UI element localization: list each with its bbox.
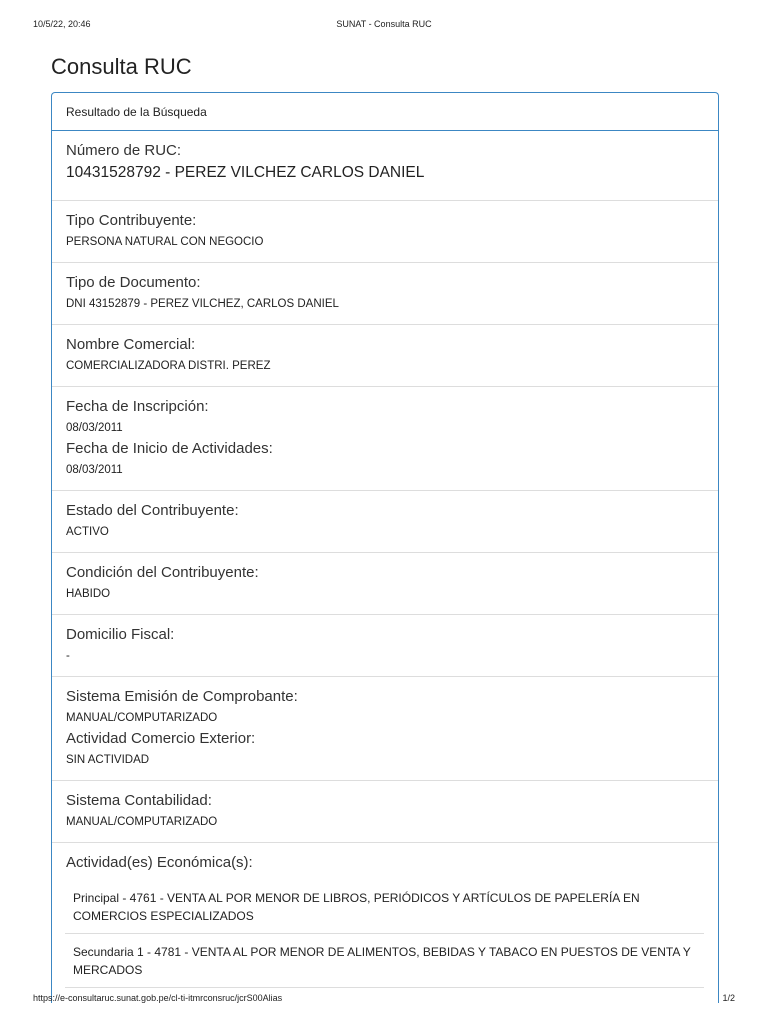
estado-row [52,491,718,553]
print-header [33,19,735,33]
print-page-number: 1/2 [722,993,735,1003]
table-row [65,880,704,934]
condicion-value: HABIDO [66,588,111,600]
ruc-value: 10431528792 - PEREZ VILCHEZ CARLOS DANIEL [66,164,425,181]
print-datetime: 10/5/22, 20:46 [33,19,91,29]
fecha-inscripcion-label: Fecha de Inscripción: [66,398,209,415]
condicion-label: Condición del Contribuyente: [66,564,259,581]
fechas-row [52,387,718,491]
sistema-contabilidad-value: MANUAL/COMPUTARIZADO [66,816,218,828]
table-row [65,934,704,988]
actividad-secundaria-1: Secundaria 1 - 4781 - VENTA AL POR MENOR DE ALIMENTOS, BEBIDAS Y TABACO EN PUESTOS DE VENTA Y MERCADOS [65,934,704,988]
fecha-inicio-value: 08/03/2011 [66,464,123,476]
nombre-comercial-label: Nombre Comercial: [66,336,196,353]
page-title: Consulta RUC [51,54,192,79]
estado-label: Estado del Contribuyente: [66,502,239,519]
actividades-table [65,880,704,988]
tipo-contribuyente-value: PERSONA NATURAL CON NEGOCIO [66,236,264,248]
sistema-contabilidad-row [52,781,718,843]
nombre-comercial-value: COMERCIALIZADORA DISTRI. PEREZ [66,360,271,372]
sistema-emision-value: MANUAL/COMPUTARIZADO [66,712,218,724]
ruc-label: Número de RUC: [66,142,182,159]
actividades-label: Actividad(es) Económica(s): [66,854,253,871]
domicilio-row [52,615,718,677]
ruc-row [52,131,718,201]
actividad-principal: Principal - 4761 - VENTA AL POR MENOR DE LIBROS, PERIÓDICOS Y ARTÍCULOS DE PAPELERÍA EN COMERCIOS ESPECIALIZADOS [73,891,640,923]
comercio-exterior-value: SIN ACTIVIDAD [66,754,150,766]
print-footer [33,993,735,1007]
estado-value: ACTIVO [66,526,109,538]
sistema-emision-row [52,677,718,781]
condicion-row [52,553,718,615]
fecha-inscripcion-value: 08/03/2011 [66,422,123,434]
sistema-contabilidad-label: Sistema Contabilidad: [66,792,212,809]
actividades-row [52,843,718,988]
tipo-documento-value: DNI 43152879 - PEREZ VILCHEZ, CARLOS DANIEL [66,298,339,310]
print-url: https://e-consultaruc.sunat.gob.pe/cl-ti-itmrconsruc/jcrS00Alias [33,993,283,1003]
panel-heading: Resultado de la Búsqueda [52,93,718,131]
fecha-inicio-label: Fecha de Inicio de Actividades: [66,440,273,457]
tipo-contribuyente-label: Tipo Contribuyente: [66,212,197,229]
domicilio-value: - [66,650,70,662]
nombre-comercial-row [52,325,718,387]
domicilio-label: Domicilio Fiscal: [66,626,175,643]
search-result-panel [51,92,719,1003]
tipo-contribuyente-row [52,201,718,263]
sistema-emision-label: Sistema Emisión de Comprobante: [66,688,298,705]
tipo-documento-row [52,263,718,325]
comercio-exterior-label: Actividad Comercio Exterior: [66,730,256,747]
tipo-documento-label: Tipo de Documento: [66,274,201,291]
print-page-title: SUNAT - Consulta RUC [336,19,432,29]
